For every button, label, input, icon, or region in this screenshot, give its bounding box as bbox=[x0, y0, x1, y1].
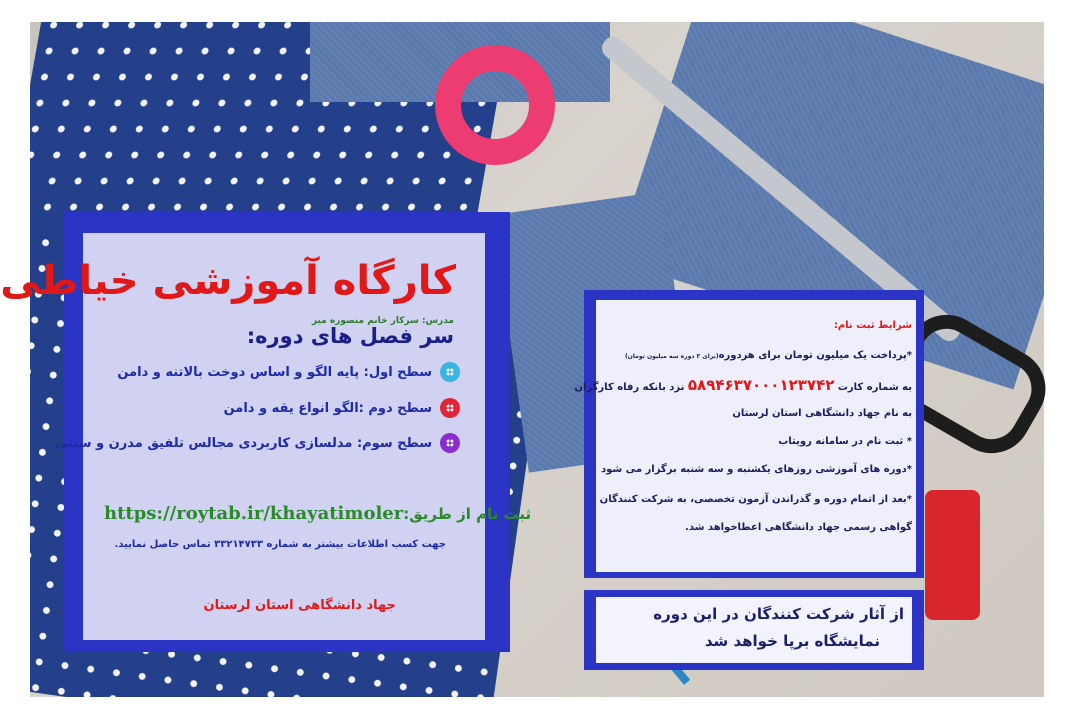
registration-label: ثبت نام از طریق: bbox=[403, 505, 532, 523]
condition-card-suffix: نزد بانکه رفاه کارگران bbox=[574, 382, 685, 393]
level-text: سطح سوم: مدلسازی کاربردی مجالس تلفیق مدرن و سنتی bbox=[54, 435, 432, 451]
registration-line bbox=[104, 503, 531, 524]
condition-fee-note: (برای ۳ دوره سه میلیون تومان) bbox=[625, 353, 719, 360]
button-bullet-icon bbox=[440, 433, 460, 453]
level-item-2 bbox=[224, 398, 460, 418]
condition-fee-text: *پرداخت یک میلیون تومان برای هردوره bbox=[718, 350, 912, 361]
level-text: سطح دوم :الگو انواع یقه و دامن bbox=[223, 400, 432, 416]
condition-fee bbox=[625, 350, 912, 361]
level-item-1 bbox=[117, 362, 460, 382]
level-item-3 bbox=[55, 433, 460, 453]
contact-info: جهت کسب اطلاعات بیشتر به شماره ۳۳۲۱۴۷۳۳ تماس حاصل نمایید. bbox=[114, 539, 446, 550]
button-bullet-icon bbox=[440, 398, 460, 418]
organization-name: جهاد دانشگاهی استان لرستان bbox=[203, 598, 396, 613]
condition-certificate-cont: گواهی رسمی جهاد دانشگاهی اعطاخواهد شد. bbox=[685, 522, 912, 533]
condition-certificate: *بعد از اتمام دوره و گذراندن آزمون تخصصی، به شرکت کنندگان bbox=[599, 494, 912, 505]
condition-card-prefix: به شماره کارت bbox=[837, 382, 912, 393]
measuring-tape-icon bbox=[435, 45, 555, 165]
condition-registration: * ثبت نام در سامانه رویتاب bbox=[778, 436, 912, 447]
teacher-name: مدرس: سرکار خانم منصوره میر bbox=[311, 316, 454, 326]
thread-spool-icon bbox=[925, 490, 980, 620]
exhibition-line-2: نمایشگاه برپا خواهد شد bbox=[704, 632, 880, 650]
card-number: ۵۸۹۴۶۳۷۰۰۰۱۲۳۷۴۲ bbox=[687, 376, 835, 394]
conditions-heading: شرایط ثبت نام: bbox=[833, 320, 912, 331]
registration-url[interactable]: https://roytab.ir/khayatimoler bbox=[104, 503, 404, 524]
exhibition-line-1: از آثار شرکت کنندگان در این دوره bbox=[653, 605, 904, 623]
condition-schedule: *دوره های آموزشی روزهای یکشنبه و سه شنبه برگزار می شود bbox=[601, 464, 912, 475]
syllabus-heading: سر فصل های دوره: bbox=[246, 324, 454, 348]
level-text: سطح اول: پایه الگو و اساس دوخت بالاتنه و دامن bbox=[117, 364, 432, 380]
button-bullet-icon bbox=[440, 362, 460, 382]
condition-card bbox=[574, 376, 912, 394]
page-title: کارگاه آموزشی خیاطی bbox=[0, 258, 456, 304]
condition-account-name: به نام جهاد دانشگاهی استان لرستان bbox=[732, 408, 912, 419]
